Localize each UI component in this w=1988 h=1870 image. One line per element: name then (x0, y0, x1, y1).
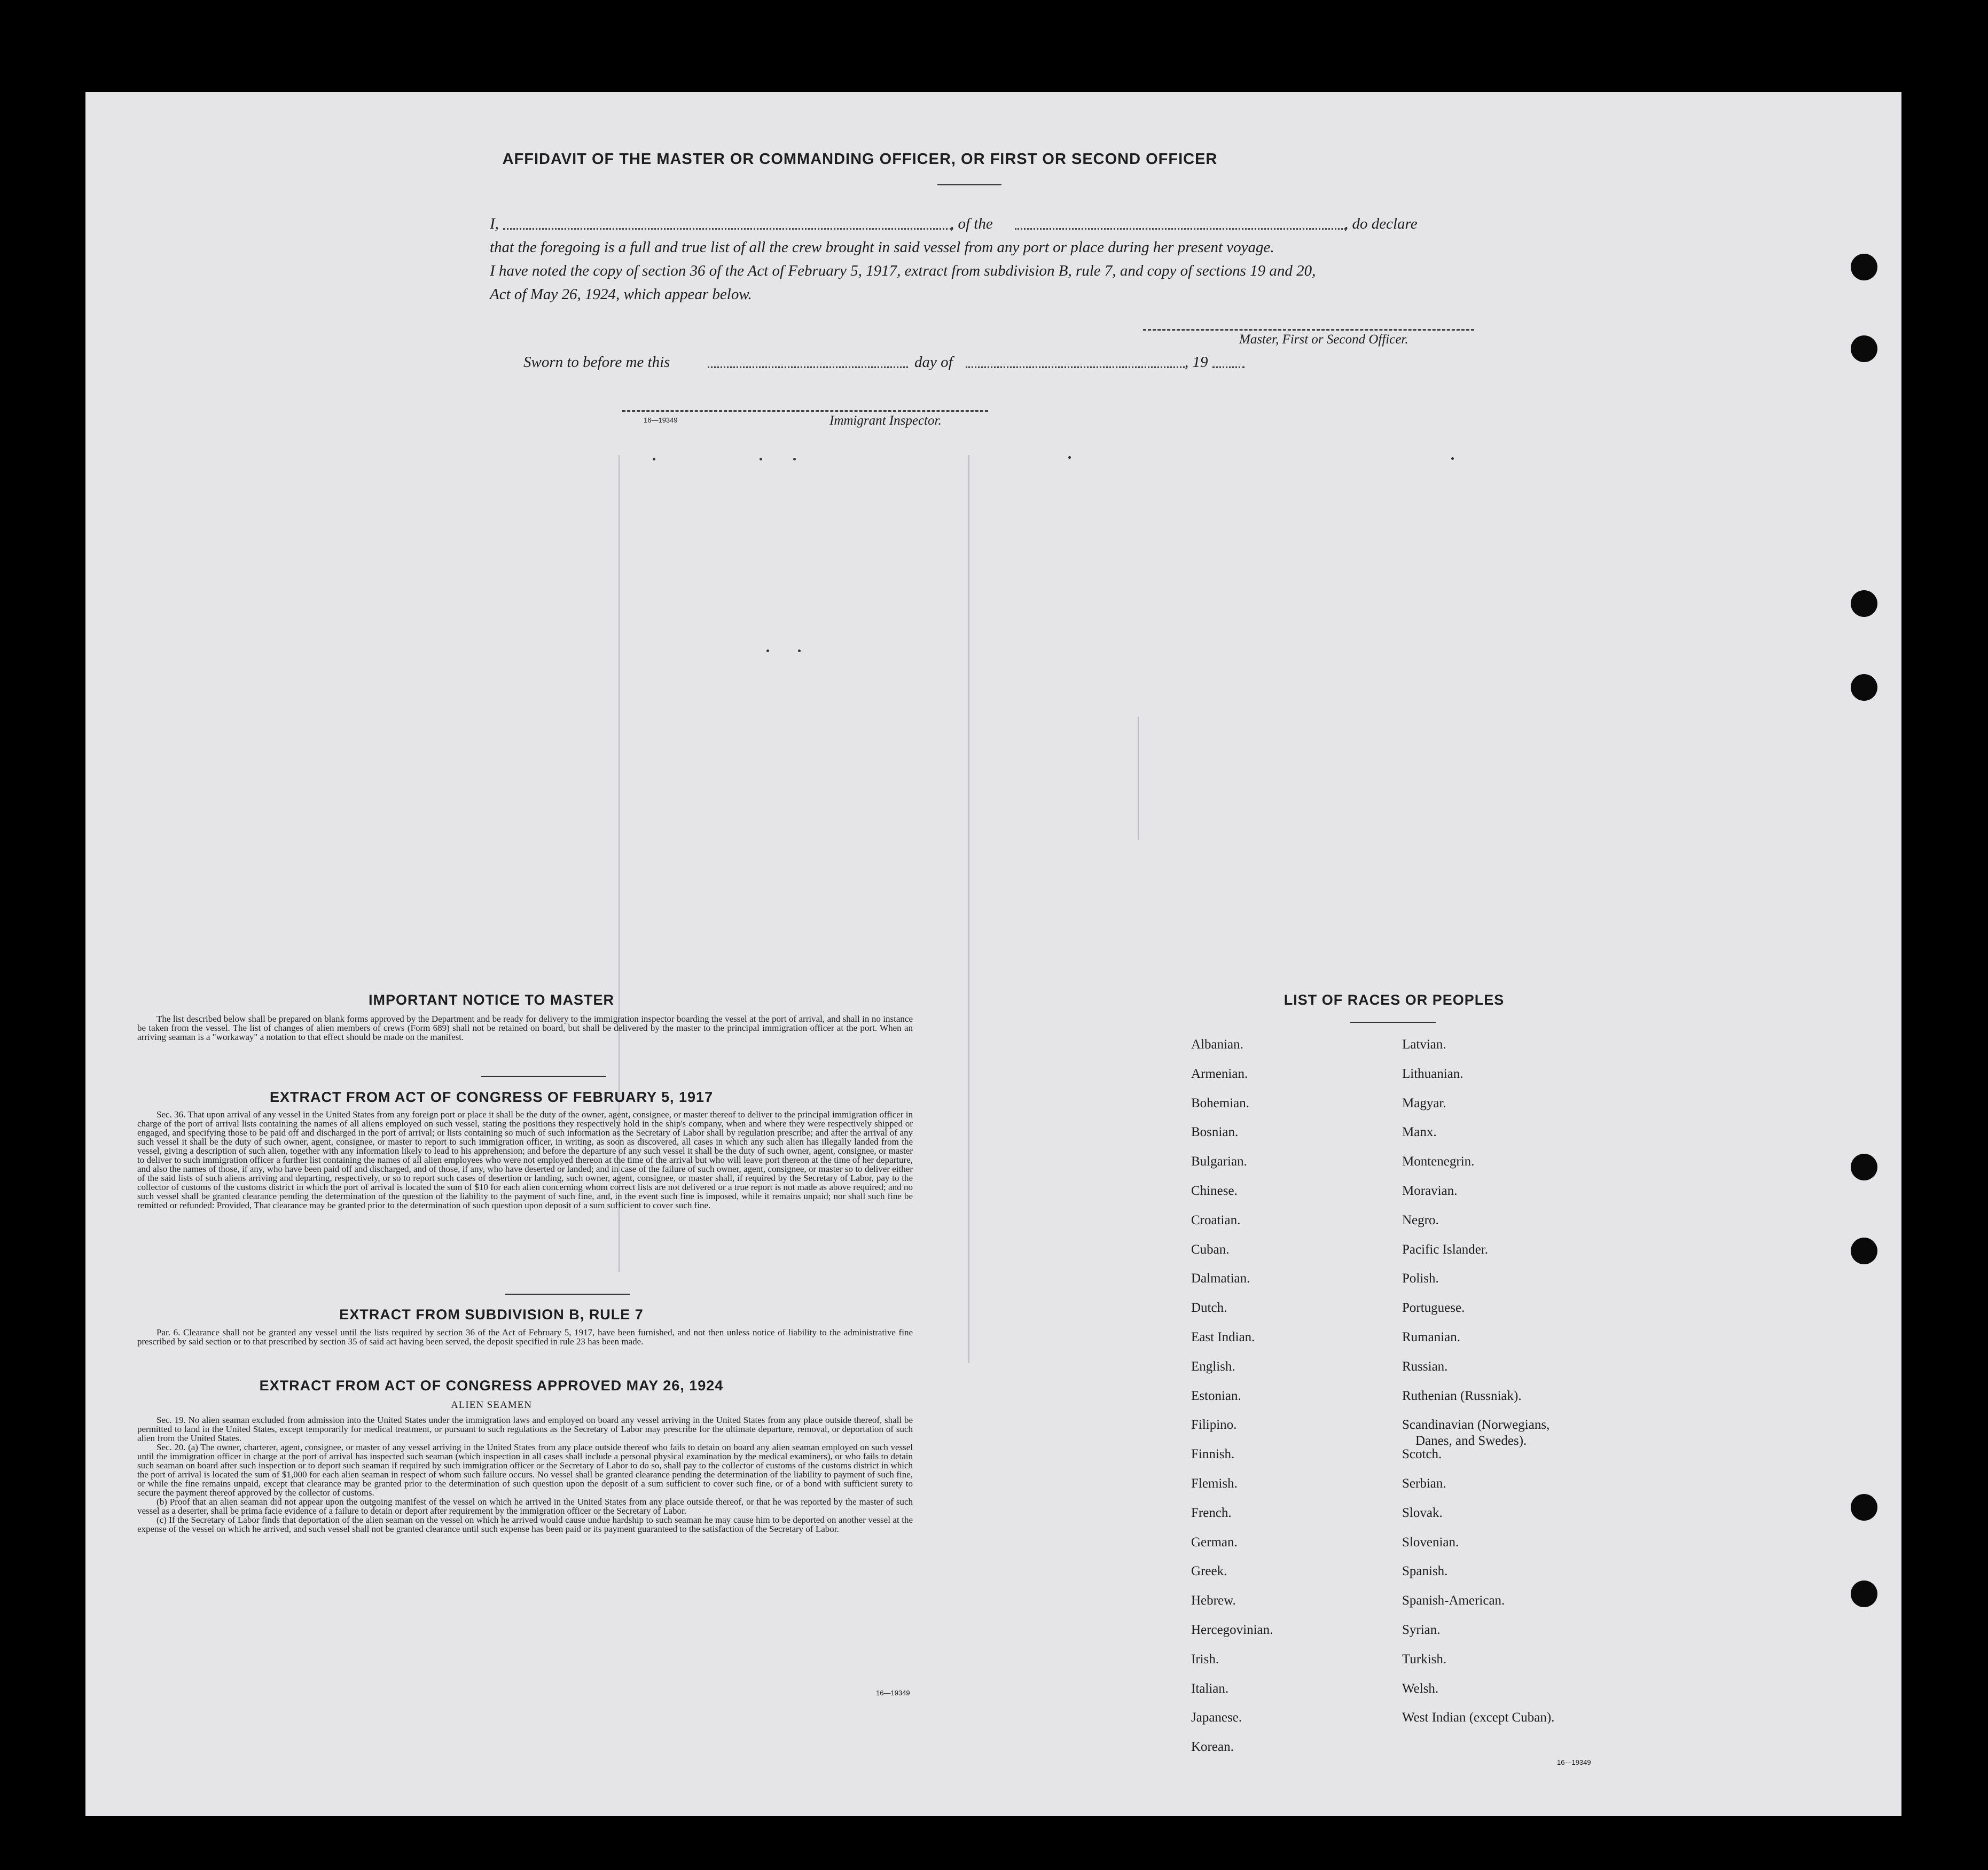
speck (653, 458, 655, 460)
race-item: Albanian. (1191, 1037, 1243, 1052)
race-item: Magyar. (1402, 1096, 1446, 1110)
race-item: Finnish. (1191, 1447, 1235, 1462)
race-item: Welsh. (1402, 1681, 1439, 1696)
race-item: Ruthenian (Russniak). (1402, 1388, 1522, 1403)
race-item: Bulgarian. (1191, 1154, 1247, 1169)
race-item: Croatian. (1191, 1212, 1241, 1227)
race-item: Irish. (1191, 1652, 1219, 1666)
race-item: Flemish. (1191, 1476, 1238, 1491)
race-item: English. (1191, 1359, 1235, 1374)
declare-label: , do declare (1344, 215, 1418, 232)
year-label: , 19 (1185, 354, 1208, 371)
race-item: Slovenian. (1402, 1535, 1459, 1550)
sec-20c-paragraph: (c) If the Secretary of Labor finds that deportation of the alien seaman on the vessel on which he arrived would cause undue hardship to such seaman he may cause him to be deported on another vessel at the expense of the vessel on which he arrived, and such vessel shall not be granted clearance until such expense has been paid or its payment guaranteed to the satisfaction of the Secretary of Labor. (137, 1515, 913, 1534)
races-form-number: 16—19349 (1557, 1758, 1591, 1766)
sec-19-paragraph: Sec. 19. No alien seaman excluded from admission into the United States under the immigration laws and employed on board any vessel arriving in the United States from any place outside thereof, shall be permitted to land in the United States, except temporarily for medical treatment, or pursuant to such regulations as the Secretary of Labor may prescribe for the ultimate departure, removal, or deportation of such alien from the United States. (137, 1415, 913, 1443)
binder-hole (1851, 1154, 1877, 1180)
affidavit-body (490, 212, 1478, 306)
race-item: Filipino. (1191, 1418, 1237, 1433)
race-item: Montenegrin. (1402, 1154, 1475, 1169)
race-item: Cuban. (1191, 1242, 1230, 1257)
extract-1924-title: EXTRACT FROM ACT OF CONGRESS APPROVED MAY 26, 1924 (259, 1378, 724, 1394)
speck (760, 458, 762, 460)
race-item: German. (1191, 1535, 1238, 1550)
race-item: Greek. (1191, 1564, 1227, 1579)
extract-1917-title: EXTRACT FROM ACT OF CONGRESS OF FEBRUARY 5, 1917 (269, 1089, 714, 1105)
speck (793, 458, 796, 460)
race-item: Dutch. (1191, 1301, 1227, 1316)
race-item: Spanish. (1402, 1564, 1448, 1579)
races-title-rule (1350, 1022, 1436, 1023)
notice-paragraph: The list described below shall be prepared on blank forms approved by the Department and be ready for delivery to the immigration inspector boarding the vessel at the port of arrival, and shall in no instance be taken from the vessel. The list of changes of alien members of crews (Form 689) shall not be retained on board, but shall be delivered by the master to the principal immigration officer at the port. When an arriving seaman is a "workaway" a notation to that effect should be made on the manifest. (137, 1014, 913, 1042)
binder-hole (1851, 1580, 1877, 1607)
race-item: Dalmatian. (1191, 1271, 1250, 1286)
section-rule (481, 1076, 606, 1077)
form-number: 16—19349 (644, 416, 678, 424)
extract-1924-body (137, 1415, 913, 1533)
binder-hole (1851, 1494, 1877, 1521)
binder-hole (1851, 335, 1877, 362)
race-item: Spanish-American. (1402, 1593, 1505, 1608)
race-item: Negro. (1402, 1212, 1439, 1227)
race-item: Chinese. (1191, 1184, 1238, 1198)
race-item: Lithuanian. (1402, 1066, 1463, 1081)
year-blank (1212, 357, 1245, 368)
race-item: Japanese. (1191, 1710, 1242, 1725)
speck (1068, 456, 1071, 459)
day-blank (708, 357, 908, 368)
sworn-line (523, 354, 1271, 375)
speck (798, 650, 801, 652)
race-item: West Indian (except Cuban). (1402, 1710, 1555, 1725)
race-item: Pacific Islander. (1402, 1242, 1489, 1257)
sec-20a-paragraph: Sec. 20. (a) The owner, charterer, agent, consignee, or master of any vessel arriving in the United States from any place outside thereof who fails to detain on board any alien seaman employed on such vessel until the immigration officer in charge at the port of arrival has inspected such seaman (which inspection in all cases shall include a personal physical examination by the medical examiners), or who fails to detain such seaman on board after such inspection or to deport such seaman if required by such immigration officer or the Secretary of Labor to do so, shall pay to the collector of customs of the customs district in which the port of arrival is located the sum of $1,000 for each alien seaman in respect of whom such failure occurs. No vessel shall be granted clearance pending the determination of the liability to payment of such fine, or while the fine remains unpaid, except that clearance may be granted prior to the determination of such question upon the deposit of a sum sufficient to cover such fine, or of a bond with sufficient surety to secure the payment thereof approved by the collector of customs. (137, 1442, 913, 1498)
extract-rule7-title: EXTRACT FROM SUBDIVISION B, RULE 7 (339, 1306, 644, 1323)
inspector-signature-line (622, 408, 988, 412)
master-signature-line (1143, 327, 1474, 331)
races-title: LIST OF RACES OR PEOPLES (1283, 992, 1505, 1008)
master-signature-label: Master, First or Second Officer. (1239, 332, 1408, 347)
race-item: Serbian. (1402, 1476, 1446, 1491)
race-item: Russian. (1402, 1359, 1448, 1374)
race-item: Scandinavian (Norwegians, (1402, 1418, 1550, 1433)
binder-hole (1851, 590, 1877, 617)
race-item: Bosnian. (1191, 1125, 1239, 1140)
fold-line (1138, 717, 1139, 840)
extract-1917-body (137, 1110, 913, 1210)
vessel-blank (1015, 218, 1346, 230)
race-item: Scotch. (1402, 1447, 1442, 1462)
sec-36-paragraph: Sec. 36. That upon arrival of any vessel in the United States from any foreign port or place it shall be the duty of the owner, agent, consignee, or master thereof to deliver to the principal immigration officer in charge of the port of arrival lists containing the names of all aliens employed on such vessel, stating the positions they respectively hold in the ship's company, when and where they were respectively shipped or engaged, and specifying those to be paid off and discharged in the port of arrival; or lists containing so much of such information as the Secretary of Labor shall by regulation prescribe; and after the arrival of any such vessel it shall be the duty of such owner, agent, consignee, or master to report to such immigration officer, in writing, as soon as discovered, all cases in which any such alien has illegally landed from the vessel, giving a description of such alien, together with any information likely to lead to his apprehension; and before the departure of any such vessel it shall be the duty of such owner, agent, consignee, or master to deliver to such immigration officer a further list containing the names of all alien employees who were not employed thereon at the time of the arrival but who will leave port thereon at the time of her departure, and also the names of those, if any, who have been paid off and discharged, and of those, if any, who have deserted or landed; and in case of the failure of such owner, agent, consignee, or master so to deliver either of the said lists of such aliens arriving and departing, respectively, or so to report such cases of desertion or landing, such owner, agent, consignee, or master shall, if required by the Secretary of Labor, pay to the collector of customs of the customs district in which the port of arrival is located the sum of $10 for each alien concerning whom correct lists are not delivered or a true report is not made as above required; and no such vessel shall be granted clearance pending the determination of the question of the liability to the payment of such fine, and, in the event such fine is imposed, while it remains unpaid; nor shall such fine be remitted or refunded: Provided, That clearance may be granted prior to the determination of such question upon deposit of a sum sufficient to cover such fine. (137, 1109, 913, 1210)
document-page (85, 92, 1901, 1816)
race-item: Latvian. (1402, 1037, 1446, 1052)
race-item: Manx. (1402, 1125, 1437, 1140)
binder-hole (1851, 254, 1877, 280)
race-item: Slovak. (1402, 1505, 1443, 1520)
extract-rule7-body (137, 1328, 913, 1346)
sec-20b-paragraph: (b) Proof that an alien seaman did not appear upon the outgoing manifest of the vessel on which he arrived in the United States from any place outside thereof, or that he was reported by the master of such vessel as a deserter, shall be prima facie evidence of a failure to detain or deport after requirement by the immigration officer or the Secretary of Labor. (137, 1497, 913, 1516)
fold-line (968, 455, 969, 1363)
race-item: Hebrew. (1191, 1593, 1236, 1608)
sworn-label: Sworn to before me this (523, 354, 670, 371)
race-item: Syrian. (1402, 1623, 1441, 1637)
race-item: Turkish. (1402, 1652, 1447, 1666)
declaration-line (490, 212, 1478, 236)
race-item: French. (1191, 1505, 1232, 1520)
declaration-line-2: that the foregoing is a full and true list of all the crew brought in said vessel from any port or place during her present voyage. (490, 239, 1274, 256)
i-label: I, (490, 215, 499, 232)
month-blank (966, 357, 1185, 368)
speck (1451, 457, 1454, 460)
par-6-paragraph: Par. 6. Clearance shall not be granted any vessel until the lists required by section 36 of the Act of February 5, 1917, have been furnished, and not then unless notice of liability to the administrative fine prescribed by said section or to that prescribed by section 35 of said act having been served, the deposit specified in rule 23 has been made. (137, 1327, 913, 1347)
race-item: Korean. (1191, 1740, 1234, 1755)
race-item: Italian. (1191, 1681, 1229, 1696)
race-item: East Indian. (1191, 1330, 1255, 1344)
notice-body (137, 1014, 913, 1042)
race-item: Danes, and Swedes). (1415, 1434, 1527, 1449)
name-blank (503, 218, 952, 230)
race-item: Portuguese. (1402, 1301, 1465, 1316)
race-item: Armenian. (1191, 1066, 1248, 1081)
day-of-label: day of (914, 354, 953, 371)
race-item: Bohemian. (1191, 1096, 1250, 1110)
speck (766, 650, 769, 652)
alien-seamen-subtitle: ALIEN SEAMEN (451, 1399, 532, 1411)
binder-hole (1851, 674, 1877, 701)
notice-title: IMPORTANT NOTICE TO MASTER (369, 992, 614, 1008)
title-rule (937, 184, 1001, 185)
race-item: Estonian. (1191, 1388, 1241, 1403)
section-rule (505, 1294, 630, 1295)
declaration-line-3: I have noted the copy of section 36 of the Act of February 5, 1917, extract from subdivision B, rule 7, and copy of sections 19 and 20, (490, 262, 1316, 279)
race-item: Moravian. (1402, 1184, 1458, 1198)
race-item: Polish. (1402, 1271, 1439, 1286)
inspector-label: Immigrant Inspector. (829, 413, 942, 428)
extract-form-number: 16—19349 (876, 1689, 910, 1697)
binder-hole (1851, 1238, 1877, 1264)
of-the-label: , of the (950, 215, 993, 232)
affidavit-title: AFFIDAVIT OF THE MASTER OR COMMANDING OFFICER, OR FIRST OR SECOND OFFICER (502, 151, 1218, 168)
race-item: Rumanian. (1402, 1330, 1461, 1344)
declaration-line-4: Act of May 26, 1924, which appear below. (490, 286, 752, 303)
race-item: Hercegovinian. (1191, 1623, 1273, 1637)
